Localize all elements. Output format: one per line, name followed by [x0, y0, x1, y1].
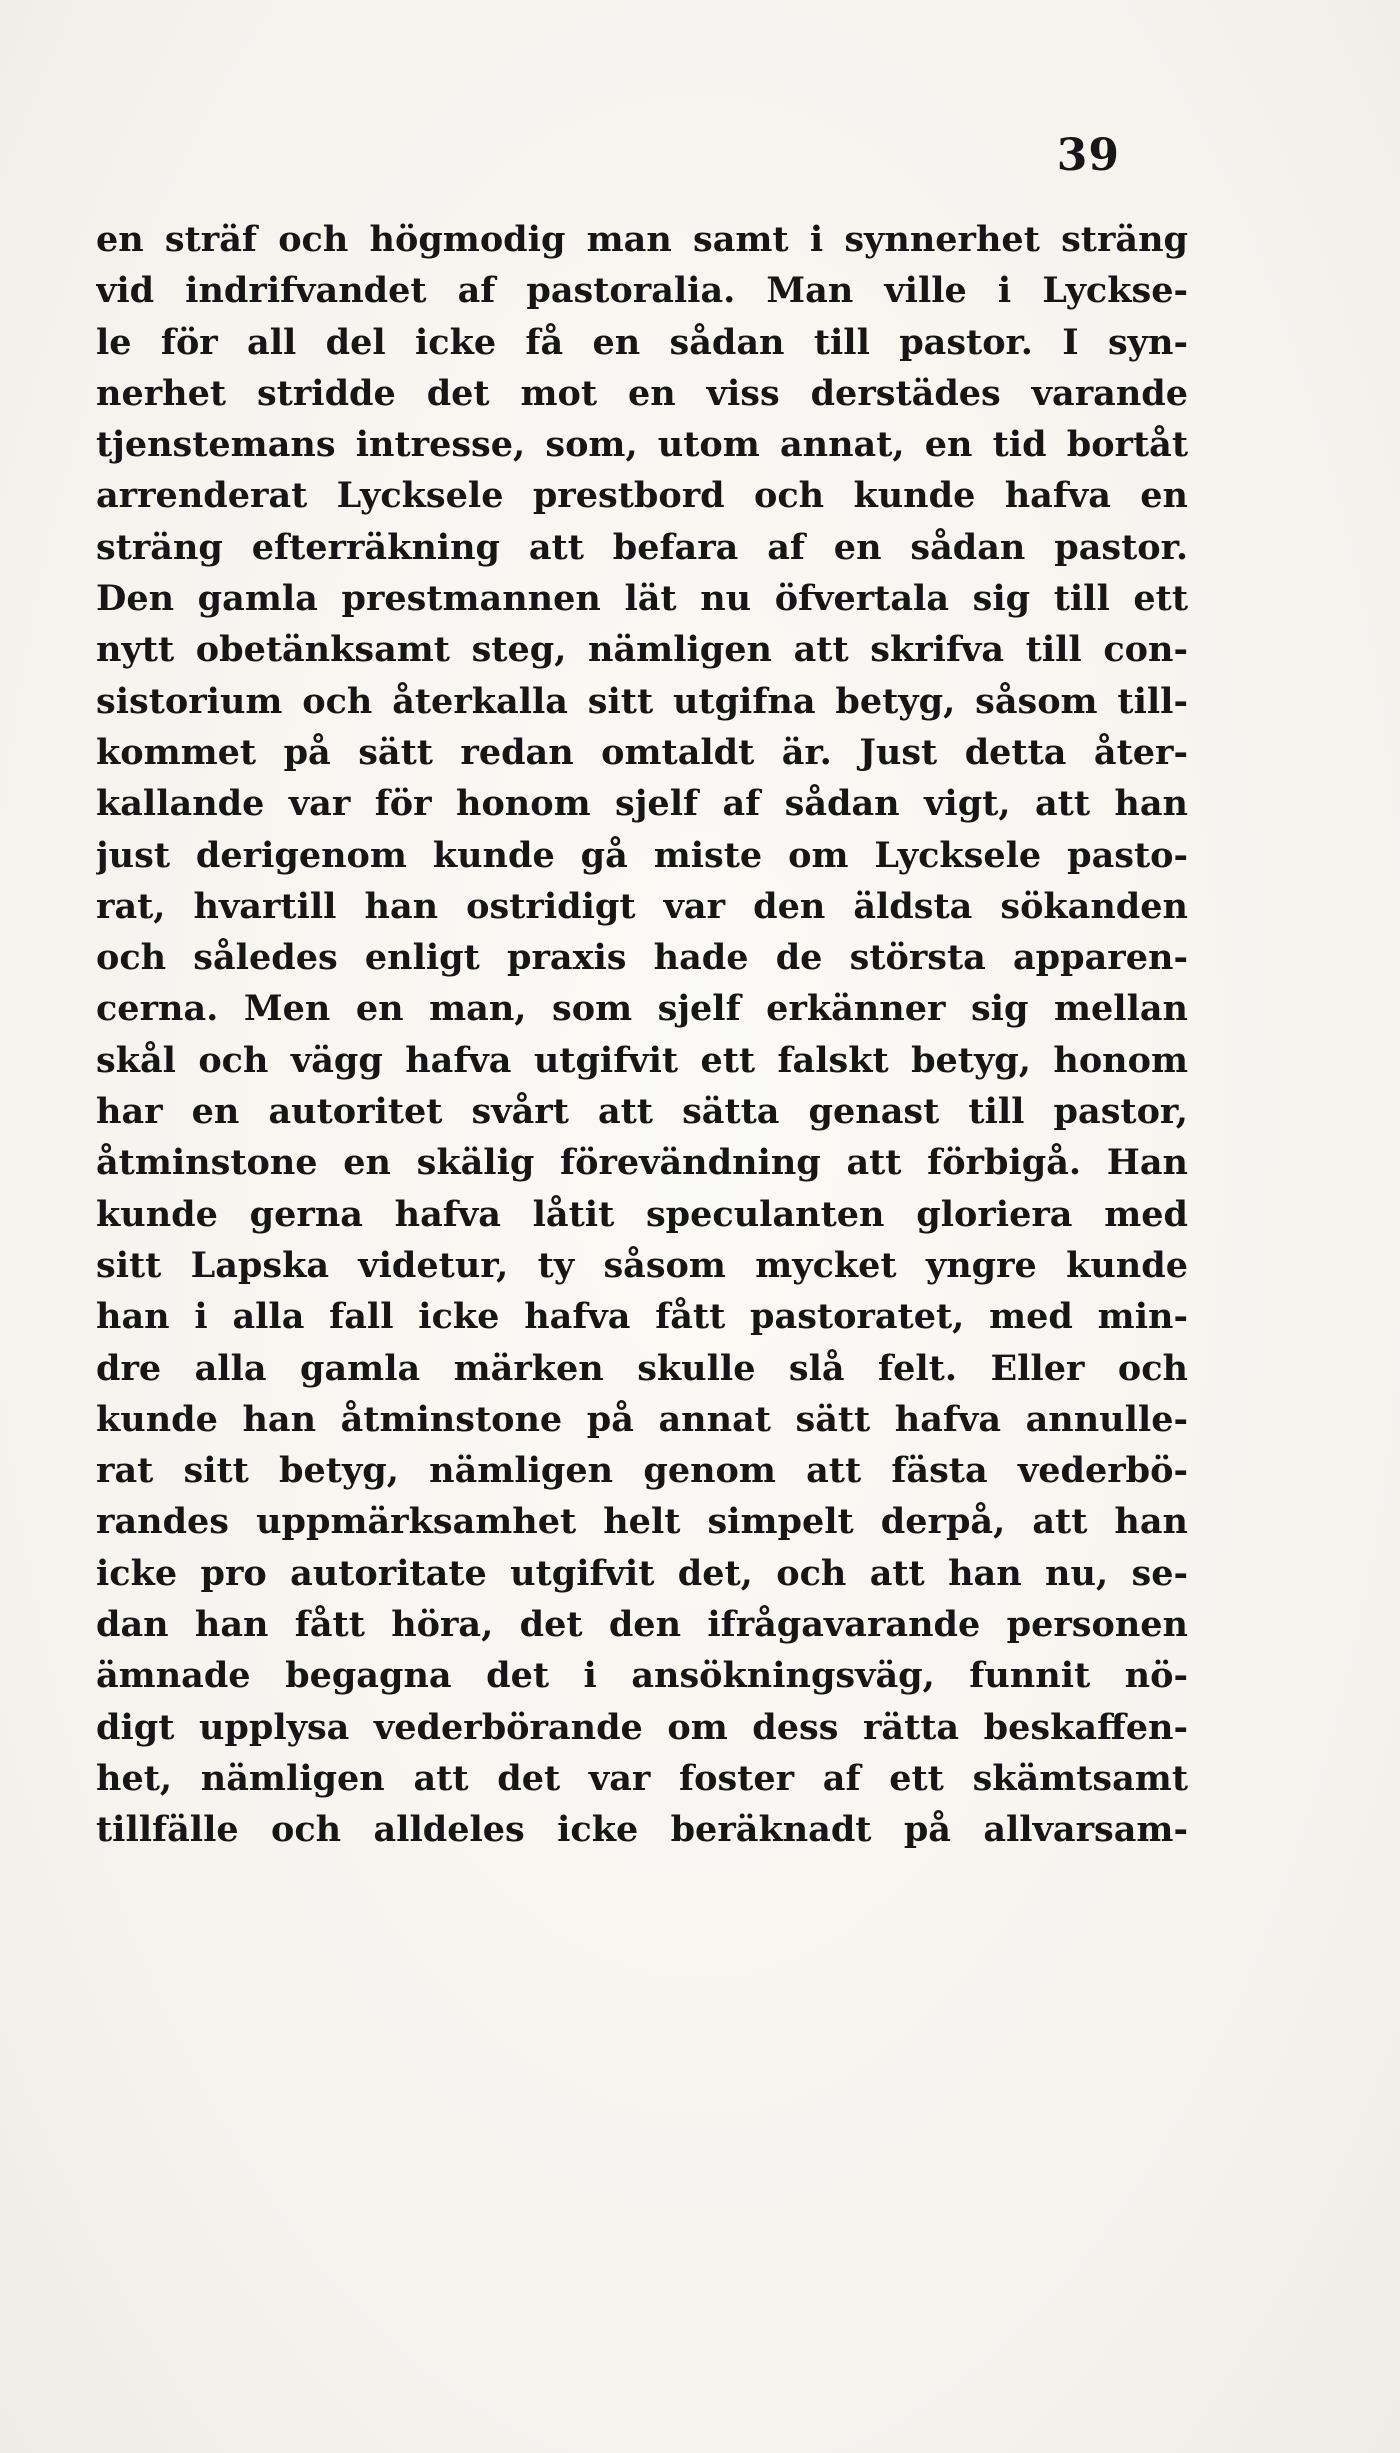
text-line: le för all del icke få en sådan till pastor. I syn-: [96, 321, 1188, 363]
text-line: nytt obetänksamt steg, nämligen att skrifva till con-: [96, 629, 1188, 671]
text-line: arrenderat Lycksele prestbord och kunde hafva en: [96, 475, 1188, 517]
text-line: randes uppmärksamhet helt simpelt derpå, att han: [96, 1501, 1188, 1543]
body-text: [96, 214, 1188, 1856]
text-line: sitt Lapska videtur, ty såsom mycket yngre kunde: [96, 1244, 1188, 1286]
text-line: Den gamla prestmannen lät nu öfvertala sig till ett: [96, 578, 1188, 620]
text-line: dre alla gamla märken skulle slå felt. Eller och: [96, 1347, 1188, 1389]
text-line: skål och vägg hafva utgifvit ett falskt betyg, honom: [96, 1039, 1188, 1081]
text-line: sträng efterräkning att befara af en sådan pastor.: [96, 526, 1188, 568]
text-line: kunde han åtminstone på annat sätt hafva annulle-: [96, 1398, 1188, 1440]
text-line: kunde gerna hafva låtit speculanten gloriera med: [96, 1193, 1188, 1235]
text-line: kommet på sätt redan omtaldt är. Just detta åter-: [96, 731, 1188, 773]
text-line: digt upplysa vederbörande om dess rätta beskaffen-: [96, 1706, 1188, 1748]
text-line: icke pro autoritate utgifvit det, och att han nu, se-: [96, 1552, 1188, 1594]
text-line: och således enligt praxis hade de största apparen-: [96, 937, 1188, 979]
text-line: ämnade begagna det i ansökningsväg, funnit nö-: [96, 1655, 1188, 1697]
text-line: dan han fått höra, det den ifrågavarande personen: [96, 1604, 1188, 1646]
text-line: rat, hvartill han ostridigt var den äldsta sökanden: [96, 885, 1188, 927]
text-line: tjenstemans intresse, som, utom annat, en tid bortåt: [96, 424, 1188, 466]
text-line: tillfälle och alldeles icke beräknadt på allvarsam-: [96, 1809, 1188, 1851]
text-line: nerhet stridde det mot en viss derstädes varande: [96, 372, 1188, 414]
text-line: rat sitt betyg, nämligen genom att fästa vederbö-: [96, 1450, 1188, 1492]
page-number: 39: [1056, 130, 1120, 181]
text-line: har en autoritet svårt att sätta genast till pastor,: [96, 1091, 1188, 1133]
text-line: sistorium och återkalla sitt utgifna betyg, såsom till-: [96, 680, 1188, 722]
text-line: het, nämligen att det var foster af ett skämtsamt: [96, 1757, 1188, 1799]
text-line: en sträf och högmodig man samt i synnerhet sträng: [96, 219, 1188, 260]
text-line: vid indrifvandet af pastoralia. Man ville i Lyckse-: [96, 270, 1188, 312]
text-line: han i alla fall icke hafva fått pastoratet, med min-: [96, 1296, 1188, 1338]
text-line: kallande var för honom sjelf af sådan vigt, att han: [96, 783, 1188, 825]
text-line: just derigenom kunde gå miste om Lycksele pasto-: [96, 834, 1188, 876]
text-line: åtminstone en skälig förevändning att förbigå. Han: [96, 1142, 1188, 1184]
text-line: cerna. Men en man, som sjelf erkänner sig mellan: [96, 988, 1188, 1030]
